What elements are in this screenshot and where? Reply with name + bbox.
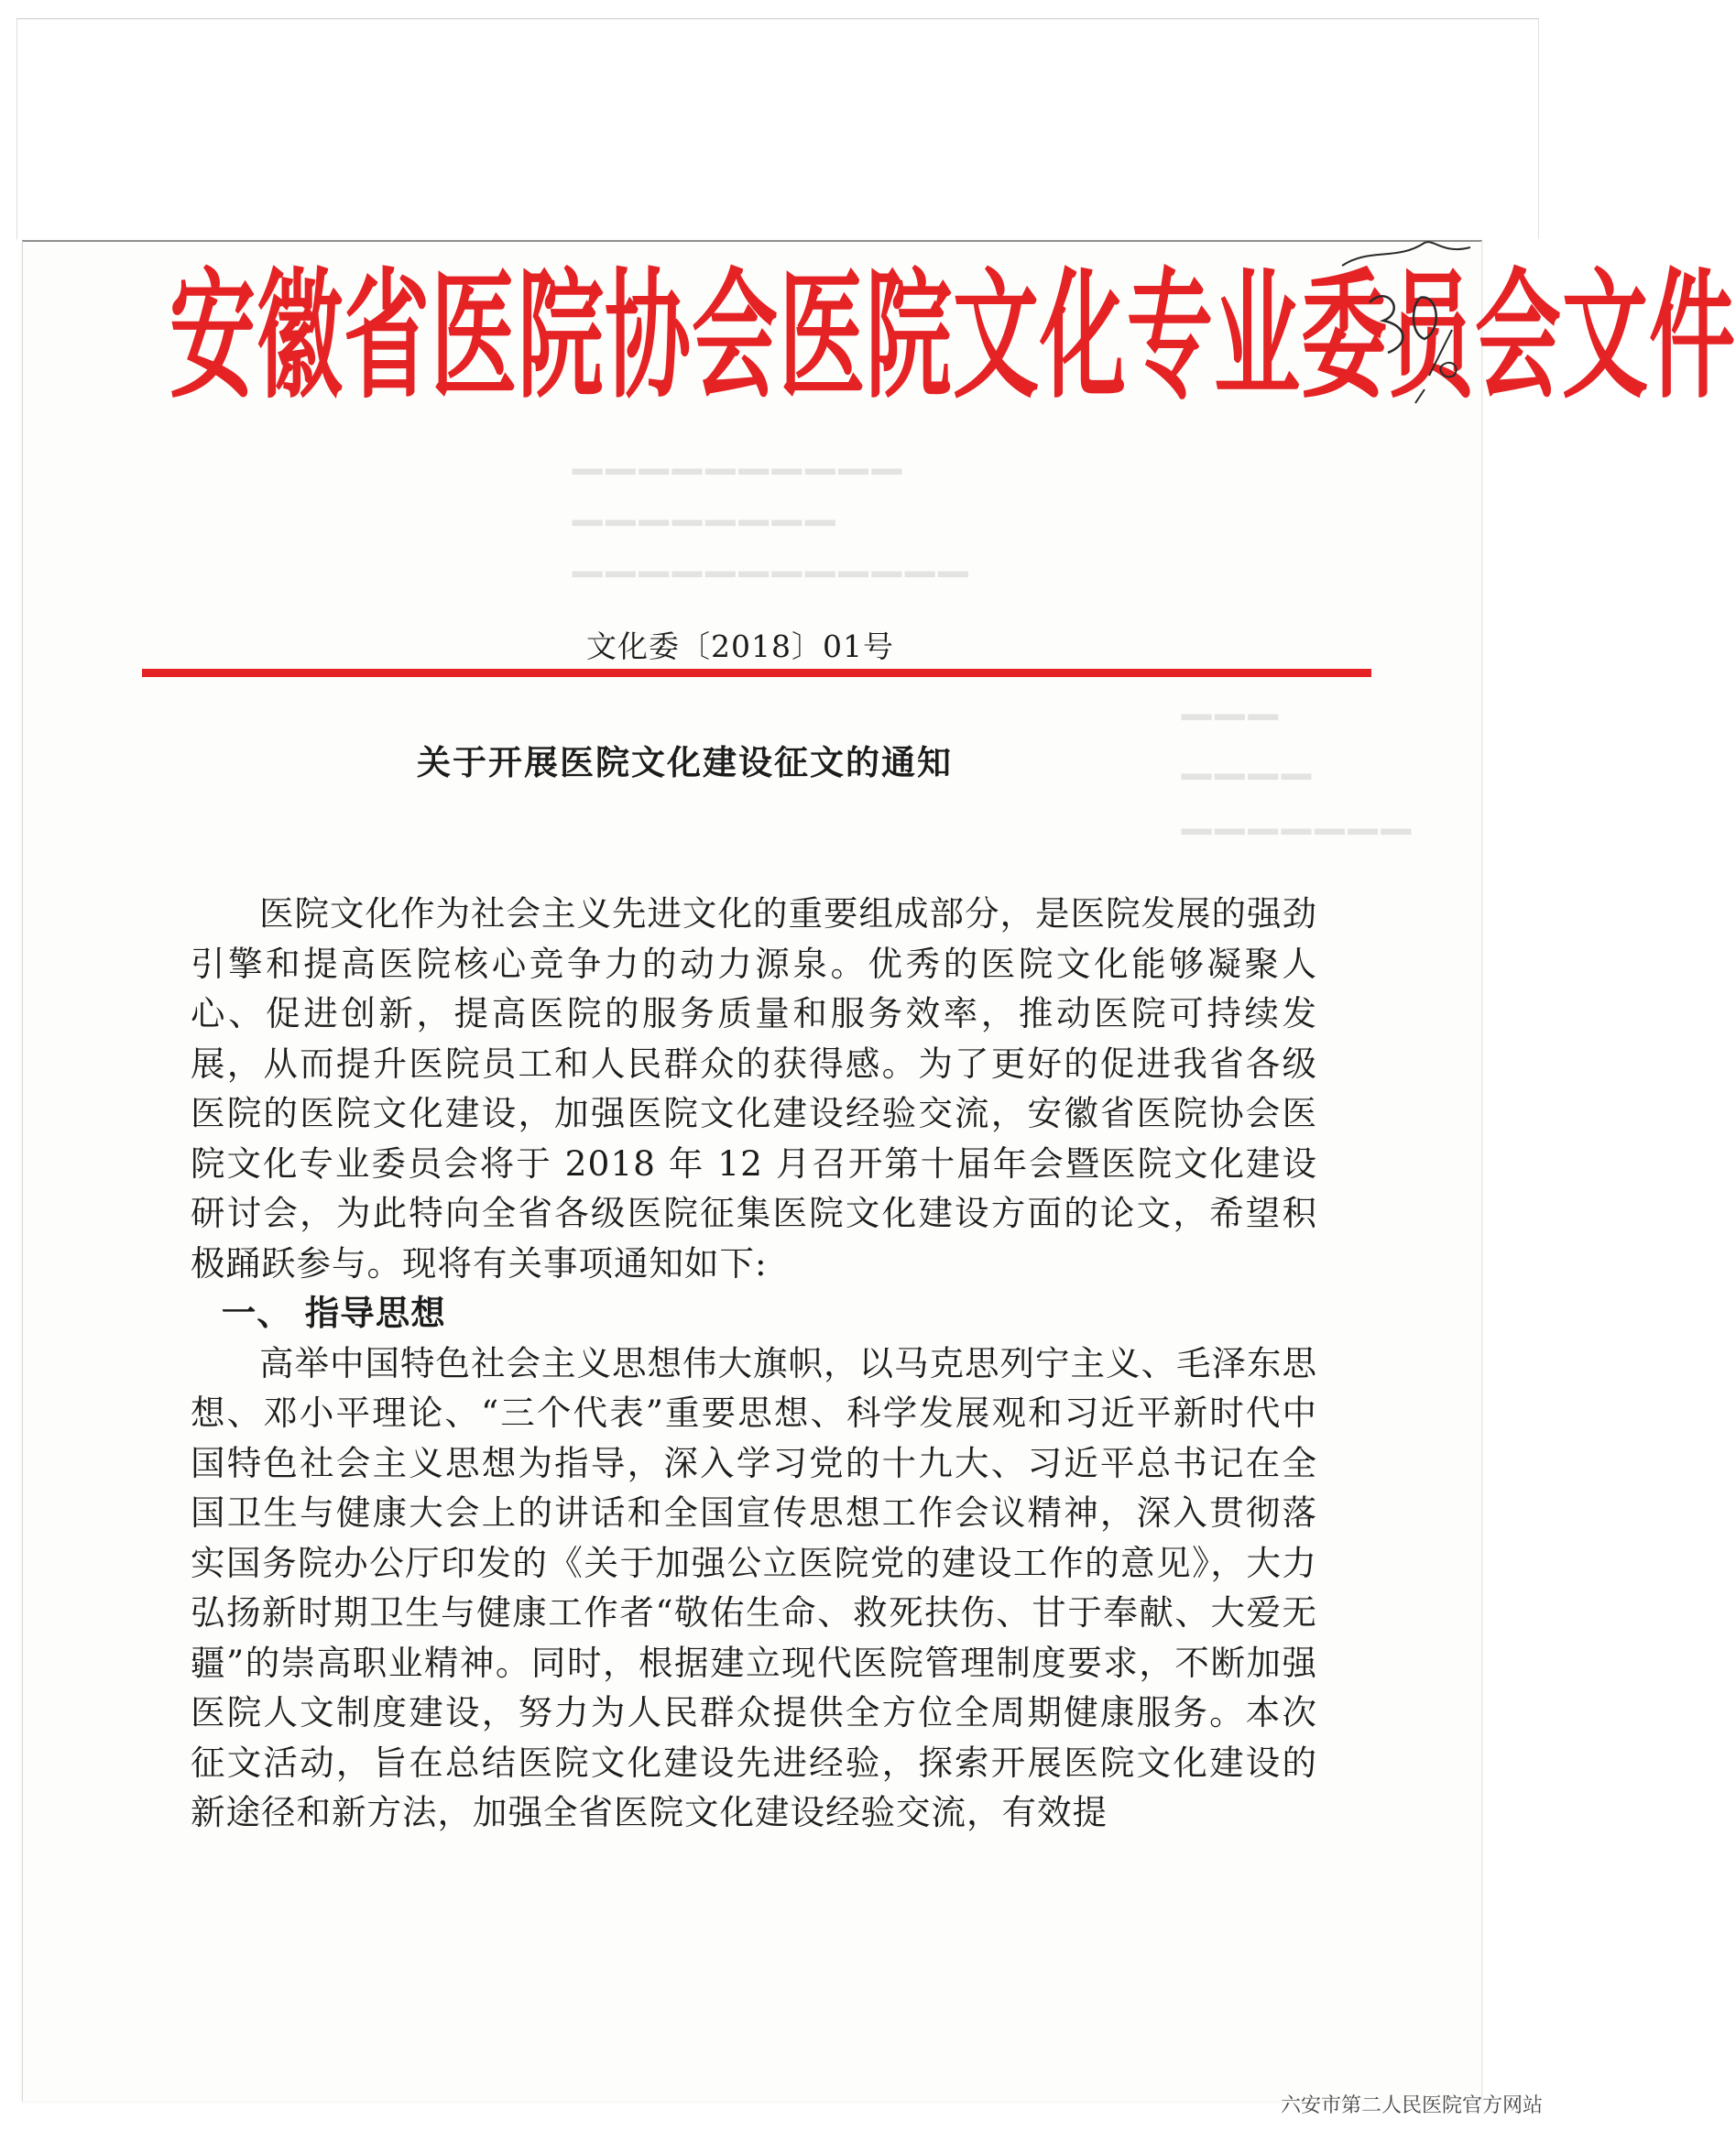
bleed-through-texture: ▔▔▔▔ [1182, 774, 1316, 819]
bleed-through-texture: ▔▔▔▔▔▔▔▔▔▔▔▔ [573, 572, 972, 617]
bleed-through-texture: ▔▔▔ [1182, 715, 1282, 760]
notice-body [191, 889, 1317, 1838]
red-divider-line [142, 669, 1371, 677]
bleed-through-texture: ▔▔▔▔▔▔▔▔▔▔ [573, 469, 905, 514]
section-heading: 一、 指导思想 [221, 1293, 446, 1333]
bleed-through-texture: ▔▔▔▔▔▔▔ [1182, 829, 1415, 874]
issuer-red-header: 安徽省医院协会医院文化专业委员会文件 [169, 257, 1736, 419]
document-number: 文化委〔2018〕01号 [586, 628, 894, 664]
bleed-through-texture: ▔▔▔▔▔▔▔▔ [573, 520, 839, 565]
handwritten-annotation [1333, 229, 1479, 403]
back-sheet-edge [16, 18, 1539, 239]
intro-paragraph: 医院文化作为社会主义先进文化的重要组成部分，是医院发展的强劲引擎和提高医院核心竞争力的动力源泉。优秀的医院文化能够凝聚人心、促进创新，提高医院的服务质量和服务效率，推动医院可持续发展，从而提升医院员工和人民群众的获得感。为了更好的促进我省各级医院的医院文化建设，加强医院文化建设经验交流，安徽省医院协会医院文化专业委员会将于 2018 年 12 月召开第十届年会暨医院文化建设研讨会，为此特向全省各级医院征集医院文化建设方面的论文，希望积极踊跃参与。现将有关事项通知如下: [191, 893, 1317, 1284]
guiding-thought-paragraph: 高举中国特色社会主义思想伟大旗帜，以马克思列宁主义、毛泽东思想、邓小平理论、“三个代表”重要思想、科学发展观和习近平新时代中国特色社会主义思想为指导，深入学习党的十九大、习近平总书记在全国卫生与健康大会上的讲话和全国宣传思想工作会议精神，深入贯彻落实国务院办公厅印发的《关于加强公立医院党的建设工作的意见》，大力弘扬新时期卫生与健康工作者“敬佑生命、救死扶伤、甘于奉献、大爱无疆”的崇高职业精神。同时，根据建立现代医院管理制度要求，不断加强医院人文制度建设，努力为人民群众提供全方位全周期健康服务。本次征文活动，旨在总结医院文化建设先进经验，探索开展医院文化建设的新途径和新方法，加强全省医院文化建设经验交流，有效提 [191, 1342, 1317, 1832]
notice-title: 关于开展医院文化建设征文的通知 [417, 743, 953, 782]
website-credit: 六安市第二人民医院官方网站 [1280, 2094, 1543, 2117]
